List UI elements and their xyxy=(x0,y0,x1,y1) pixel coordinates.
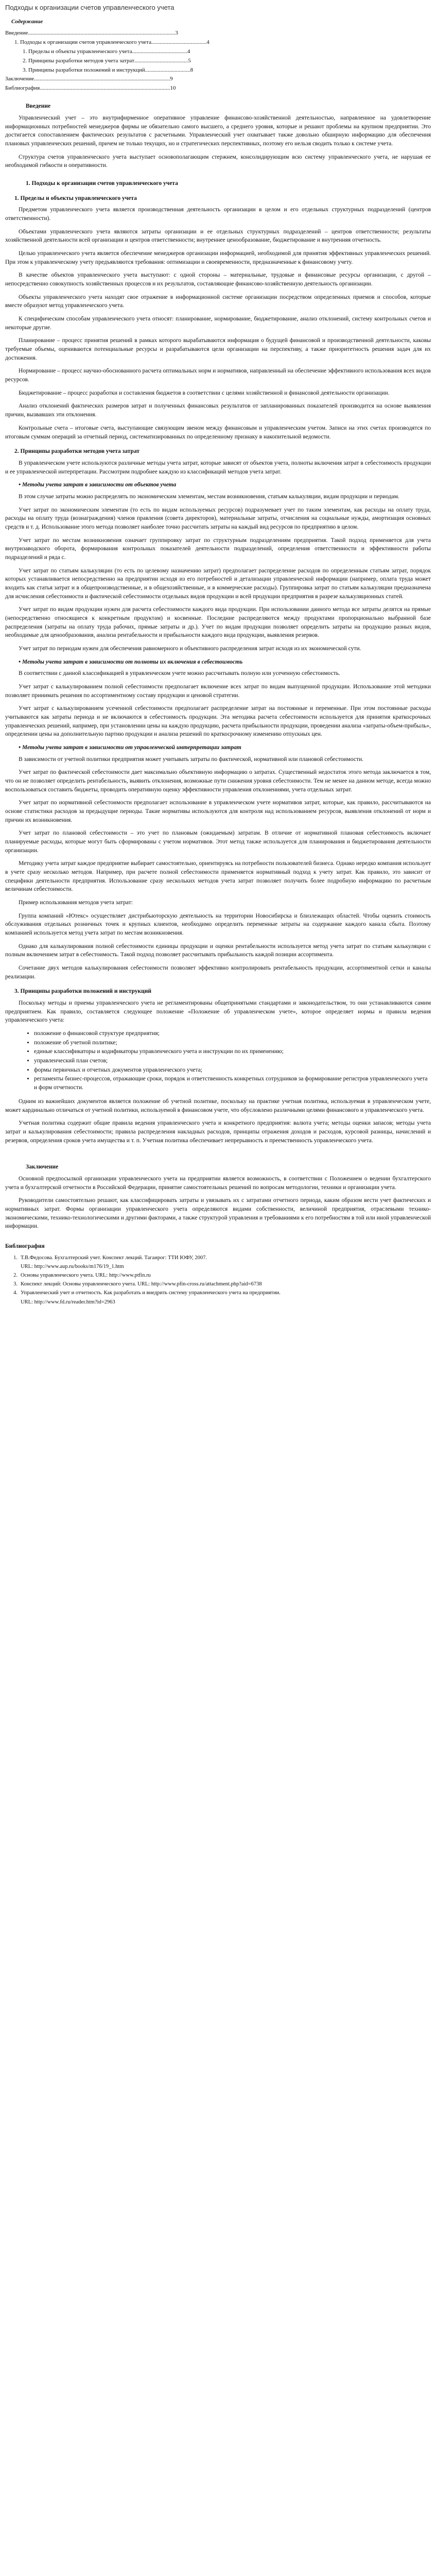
intro-paragraph: Управленческий учет – это внутрифирменное оперативное управление финансово-хозяйственной деятельностью, направленное на удовлетворение информационных потребностей менеджеров фирмы не обязательно самого высшего, а среднего уровня, которые и решают проблемы на крупном предприятии. Это достигается сопоставлением фактических результатов с расчетными. Управленческий учет охватывает также довольно обширную информацию для обеспечения плановых управленческих решений, причем не только текущих, но и стратегических перспективных, поэтому его нельзя сводить только к системе учета. xyxy=(5,115,431,147)
body-paragraph: В этом случае затраты можно распределять по экономическим элементам, местам возникновения, статьям калькуляции, видам продукции и периодам. xyxy=(19,493,399,500)
sub1-title: 1. Пределы и объекты управленческого учета xyxy=(14,195,137,201)
list-item: • положение об учетной политике; xyxy=(34,1039,431,1047)
bibliography-number: 3. xyxy=(13,1281,18,1287)
bibliography-entry xyxy=(5,1289,431,1297)
method1-heading: • Методы учета затрат в зависимости от объектов учета xyxy=(19,482,177,488)
bibliography-entry xyxy=(5,1298,431,1306)
list-item: • положение о финансовой структуре предприятия; xyxy=(34,1029,431,1038)
bibliography-text[interactable]: Основы управленческого учета. URL: http://www.ptfin.ru xyxy=(21,1273,151,1278)
bibliography-number: 2. xyxy=(13,1273,18,1278)
toc-entry[interactable] xyxy=(5,29,431,38)
body-paragraph: Предметом управленческого учета является производственная деятельность организации в целом и его отдельных структурных подразделений (центров ответственности). xyxy=(5,207,431,222)
sub3-title: 3. Принципы разработки положений и инструкций xyxy=(14,988,152,995)
toc-heading: Содержание xyxy=(11,18,43,25)
body-paragraph: Учет затрат по местам возникновения означает группировку затрат по структурным подразделениям предприятия. Такой подход применяется для учета внутризаводского оборота, формирования контрольных показателей деятельности подразделений, определения ответственности и эффективности работы подразделений и ряда с. xyxy=(5,537,431,561)
body-paragraph: Целью управленческого учета является обеспечение менеджеров организации информацией, необходимой для принятия эффективных управленческих решений. При этом к управленческому учету предъявляются требования: оптимизации и своевременности, предназначенные к финансовому учету. xyxy=(5,250,431,265)
toc-entry[interactable] xyxy=(5,39,431,47)
body-paragraph: Сочетание двух методов калькулирования себестоимости позволяет эффективно контролировать рентабельность продукции, ассортиментной сетки и каналы реализации. xyxy=(5,965,431,980)
toc-entry[interactable] xyxy=(5,48,431,56)
body-paragraph: Учет затрат по плановой себестоимости – это учет по плановым (ожидаемым) затратам. В отличие от нормативной плановая себестоимость включает планируемые расходы, которые могут быть сформированы с учетом нормативов. Этот метод также используется для планирования и бюджетирования деятельности организации. xyxy=(5,830,431,854)
toc-page-number: 8 xyxy=(190,66,194,73)
body-paragraph: Учет затрат по статьям калькуляции (то есть по целевому назначению затрат) предполагает распределение расходов по определенным статьям затрат, порядок которых устанавливается непосредственно на предприятии исходя из его потребностей и детализации управленческой информации (например, оплата труда может входить как статья затрат и в общепроизводственные, и в общехозяйственные, и в коммерческие расходы). Группировка затрат по статьям калькуляции предназначена для исчисления себестоимости и фактической себестоимости отдельных видов продукции и всей продукции предприятия в разрезе калькуляционных статей. xyxy=(5,567,431,600)
body-paragraph: Поскольку методы и приемы управленческого учета не регламентированы общепринятыми стандартами и законодательством, то они устанавливаются самим предприятием. Как правило, составляется следующее положение «Положение об управленческом учете», которое определяет нормы и правила ведения управленческого учета: xyxy=(5,1000,431,1024)
list-item: • управленческий план счетов; xyxy=(34,1057,431,1065)
toc-leader-dots: ................................ xyxy=(145,66,190,73)
body-paragraph: Учет затрат по нормативной себестоимости предполагает использование в управленческом учете нормативов затрат, которые, как правило, рассчитываются на основе статистики расходов за предыдущие периоды. Такие нормативы используются для контроля над использованием ресурсов, выявления отклонений от норм и причин их возникновения. xyxy=(5,800,431,823)
toc-entry[interactable] xyxy=(5,75,431,83)
body-paragraph: Учет затрат с калькулированием усеченной себестоимости предполагает распределение затрат на постоянные и переменные. При этом постоянные расходы учитываются как затраты периода и не включаются в себестоимость продукции. Эта методика расчета себестоимости используется для принятия краткосрочных управленческих решений, например, при установлении цены на каждую продукцию, расчета прибыльности продукции, проведении анализа «затраты-объем-прибыль», определении цены на дополнительную партию продукции и анализа решений по краткосрочному изменению отпускных цен. xyxy=(5,705,431,738)
conclusion-paragraph: Основной предпосылкой организации управленческого учета на предприятии является возможность, в соответствии с Положением о ведении бухгалтерского учета и бухгалтерской отчетности в Российской Федерации, принятие самостоятельных решений по вопросам методологии, техники и организации учета. xyxy=(5,1175,431,1191)
bibliography-entry xyxy=(5,1272,431,1279)
toc-entry-label: Введение xyxy=(5,29,28,36)
regulations-list xyxy=(5,1029,431,1092)
toc-leader-dots: ....................................... xyxy=(151,39,207,45)
bibliography-text[interactable]: Конспект лекций: Основы управленческого учета. URL: http://www.pfin-cross.ru/attachment.php?aid=6738 xyxy=(21,1281,262,1287)
bibliography-number: 4. xyxy=(13,1290,18,1296)
toc-page-number: 4 xyxy=(206,39,210,45)
toc-entry-label: Библиография xyxy=(5,85,40,92)
bibliography-text: Управленческий учет и отчетность. Как разработать и внедрить систему управленческого учета на предприятии. xyxy=(21,1290,281,1296)
body-paragraph: Учет затрат по периодам нужен для обеспечения равномерного и объективного распределения затрат исходя из их экономической сути. xyxy=(19,645,361,652)
body-paragraph: Учетная политика содержит общие правила ведения управленческого учета и конкретного предприятия: валюта учета; методы оценки запасов; методы учета затрат и калькулирования себестоимости; правила распределения накладных расходов, принципы отражения доходов и расходов, курсовой разницы, начислений и резервов, определения сроков учета имущества и т. п. Учетная политика обеспечивает непрерывность и преемственность управленческого учета. xyxy=(5,1120,431,1144)
body-paragraph: Учет затрат по видам продукции нужен для расчета себестоимости каждого вида продукции. При использовании данного метода все затраты делятся на прямые (непосредственно относящиеся к конкретным продуктам) и косвенные. Последние распределяются между продуктами пропорционально выбранной базе распределения (затраты на оплату труда рабочих, прямые затраты и др.). Учет по видам продукции позволяет определить затраты на продукцию разных видов, необходимые для ценообразования, анализа рентабельности и прибыльности каждого вида продукции, выявления резервов. xyxy=(5,606,431,639)
toc-entry-label: Заключение xyxy=(5,76,34,82)
toc-page-number: 4 xyxy=(187,48,190,55)
body-paragraph: Нормирование – процесс научно-обоснованного расчета оптимальных норм и нормативов, направленный на обеспечение эффективного использования всех видов ресурсов. xyxy=(5,368,431,383)
bibliography-text[interactable]: URL: http://www.aup.ru/books/m176/19_1.htm xyxy=(21,1263,124,1269)
body-paragraph: В соответствии с данной классификацией в управленческом учете можно рассчитывать полную или усеченную себестоимость. xyxy=(19,670,340,677)
bibliography-number: 1. xyxy=(13,1255,18,1261)
body-paragraph: Пример использования методов учета затрат: xyxy=(19,900,133,906)
toc-leader-dots: ............................................................................................ xyxy=(40,85,170,92)
bibliography-list xyxy=(5,1254,431,1306)
method3-heading: • Методы учета затрат в зависимости от управленческой интерпретации затрат xyxy=(19,744,241,751)
list-item: • единые классификаторы и кодификаторы управленческого учета и инструкции по их применению; xyxy=(34,1047,431,1056)
intro-title: Введение xyxy=(26,103,51,110)
body-paragraph: Учет затрат с калькулированием полной себестоимости предполагает включение всех затрат по видам выпущенной продукции. Использование этой методики позволяет принимать решения по ассортиментному составу продукции и ценовой стратегии. xyxy=(5,683,431,699)
bibliography-number xyxy=(5,1298,21,1306)
toc-page-number: 5 xyxy=(188,57,191,64)
toc-leader-dots: ........................................................................................................ xyxy=(28,29,176,36)
toc-leader-dots: ...................................... xyxy=(134,57,188,64)
body-paragraph: В зависимости от учетной политики предприятия может учитывать затраты по фактической, нормативной или плановой себестоимости. xyxy=(19,756,364,762)
document-title: Подходы к организации счетов управленческого учета xyxy=(5,4,175,11)
body-paragraph: Одним из важнейших документов является положение об учетной политике, поскольку на практике учетная политика, используемая в управленческом учете, может кардинально отличаться от учетной политики, используемой в финансовом учете, что обусловлено различными целями финансового и управленческого учета. xyxy=(5,1098,431,1113)
intro-paragraph: Структура счетов управленческого учета выступает основополагающим стержнем, консолидирующим всю систему управленческого учета, не нарушая ее необходимой гибкости и оперативности. xyxy=(5,154,431,169)
list-item: • регламенты бизнес-процессов, отражающие сроки, порядок и ответственность конкретных сотрудников за формирование регистров управленческого учета и форм отчетности. xyxy=(34,1075,431,1092)
body-paragraph: Планирование – процесс принятия решений в рамках которого вырабатываются информация о будущей финансовой и производственной деятельности, каковы требуемые объемы, оцениваются потенциальные ресурсы и разрабатываются цели организации на перспективу, а также приоритетность решения задач для их достижения. xyxy=(5,337,431,361)
body-paragraph: Однако для калькулирования полной себестоимости единицы продукции и оценки рентабельности используется метод учета затрат по статьям калькуляции с полным включением затрат в себестоимость. Такой подход позволяет рассчитывать прибыльность каждой позиции ассортимента. xyxy=(5,943,431,958)
toc-entry-label: 1. Пределы и объекты управленческого учета xyxy=(23,48,132,55)
bibliography-entry xyxy=(5,1254,431,1262)
body-paragraph: Анализ отклонений фактических размеров затрат и полученных финансовых результатов от запланированных показателей производится на основе выявления причин, вызвавших эти отклонения. xyxy=(5,403,431,418)
body-paragraph: Методику учета затрат каждое предприятие выбирает самостоятельно, ориентируясь на потребности пользователей бизнеса. Однако нередко компания использует в учете сразу несколько методов. Например, при расчете полной себестоимости применяется нормативный подход к учету затрат. Как правило, это зависит от специфики деятельности предприятия. Использование сразу нескольких методов учета затрат позволяет получить более подробную информацию по расчетным величинам себестоимости. xyxy=(5,860,431,893)
section1-title: 1. Подходы к организации счетов управленческого учета xyxy=(26,180,178,187)
conclusion-title: Заключение xyxy=(26,1164,59,1171)
toc-entry-label: 1. Подходы к организации счетов управленческого учета xyxy=(14,39,151,45)
conclusion-paragraph: Руководители самостоятельно решают, как классифицировать затраты и увязывать их с затратами отчетного периода, каким образом вести учет фактических и нормативных затрат. Формы организации управленческого учета определяются видами собственности, величиной предприятия, отраслевыми технико-экономическими, технико-технологическими и другими факторами, а также структурой управления и требованиями к его потребностям в той или иной управленческой информации. xyxy=(5,1197,431,1230)
bibliography-number xyxy=(5,1263,21,1270)
body-paragraph: Учет затрат по фактической себестоимости дает максимально объективную информацию о затратах. Существенный недостаток этого метода заключается в том, что он не позволяет определить рентабельность, выявить отклонения, возможные пути снижения уровня себестоимости. Тем не менее на данном методе, всегда можно воспользоваться составить бюджеты, проводить оперативную оценку эффективности управления отклонениями, учета отдельных затрат. xyxy=(5,769,431,793)
toc-entry[interactable] xyxy=(5,84,431,93)
sub2-title: 2. Принципы разработки методов учета затрат xyxy=(14,448,140,455)
table-of-contents xyxy=(5,18,431,93)
body-paragraph: К специфическим способам управленческого учета относят: планирование, нормирование, бюджетирование, анализ отклонений, систему контрольных счетов и некоторые другие. xyxy=(5,316,431,331)
bibliography-title: Библиография xyxy=(5,1243,45,1249)
toc-page-number: 10 xyxy=(170,85,176,92)
bibliography-text: Т.В.Федосова. Бухгалтерский учет. Конспект лекций. Таганрог: ТТИ ЮФУ, 2007. xyxy=(21,1255,207,1261)
bibliography-entry xyxy=(5,1263,431,1270)
toc-entry[interactable] xyxy=(5,66,431,75)
list-item: • формы первичных и отчетных документов управленческого учета; xyxy=(34,1066,431,1075)
body-paragraph: Учет затрат по экономическим элементам (то есть по видам используемых ресурсов) подразумевает учет по таким элементам, как расходы на оплату труда, расходы на оплату труда (вознаграждения) членов правления (совета директоров), материальные затраты, отчисления на социальные нужды, амортизация основных средств и т. д. Использование этого метода позволяет наиболее точно рассчитать затраты на каждый вид ресурсов по предприятию в целом. xyxy=(5,506,431,530)
toc-entry-label: 2. Принципы разработки методов учета затрат xyxy=(23,57,134,64)
toc-leader-dots: ....................................... xyxy=(132,48,187,55)
method2-heading: • Методы учета затрат в зависимости от полноты их включения в себестоимость xyxy=(19,658,243,665)
body-paragraph: Бюджетирование – процесс разработки и составления бюджетов в соответствии с целями хозяйственной и финансовой деятельности организации. xyxy=(19,389,390,396)
body-paragraph: В управленческом учете используются различные методы учета затрат, которые зависят от объектов учета, полноты включения затрат в себестоимость продукции и ее управленческой интерпретации. Рассмотрим подробнее каждую из классификаций методов учета затрат. xyxy=(5,460,431,475)
body-paragraph: Группа компаний «Ютекс» осуществляет дистрибьюторскую деятельность на территории Новосибирска и близлежащих областей. Чтобы оценить стоимость обслуживания отдельных розничных точек и крупных клиентов, необходимо определить переменные затраты на содержание каждого канала сбыта. Поэтому компанией используется метод учета затрат по местам возникновения. xyxy=(5,912,431,937)
toc-entry[interactable] xyxy=(5,57,431,65)
toc-leader-dots: ................................................................................................ xyxy=(34,76,170,82)
bibliography-text[interactable]: URL: http://www.fd.ru/reader.htm?id=2963 xyxy=(21,1299,115,1305)
body-paragraph: В качестве объектов управленческого учета выступают: с одной стороны – материальные, трудовые и финансовые ресурсы организации, с другой – непосредственно совокупность хозяйственных процессов и их результатов, составляющие финансово-хозяйственную деятельность организации. xyxy=(5,272,431,287)
toc-entry-label: 3. Принципы разработки положений и инструкций xyxy=(23,66,145,73)
bibliography-entry xyxy=(5,1280,431,1288)
body-paragraph: Объекты управленческого учета находят свое отражение в информационной системе организации посредством определенных приемов и способов, которые вместе образуют метод управленческого учета. xyxy=(5,294,431,309)
body-paragraph: Объектами управленческого учета являются затраты организации и ее отдельных структурных подразделений – центров ответственности; результаты хозяйственной деятельности всей организации и центров ответственности; внутреннее ценообразование, бюджетирование и внутренняя отчетность. xyxy=(5,228,431,244)
toc-page-number: 9 xyxy=(170,76,173,82)
body-paragraph: Контрольные счета – итоговые счета, выступающие связующим звеном между финансовым и управленческим учетом. Записи на этих счетах производятся по итоговым суммам операций за отчетный период, систематизированных по определенному признаку в накопительной ведомости. xyxy=(5,425,431,440)
toc-page-number: 3 xyxy=(175,29,178,36)
